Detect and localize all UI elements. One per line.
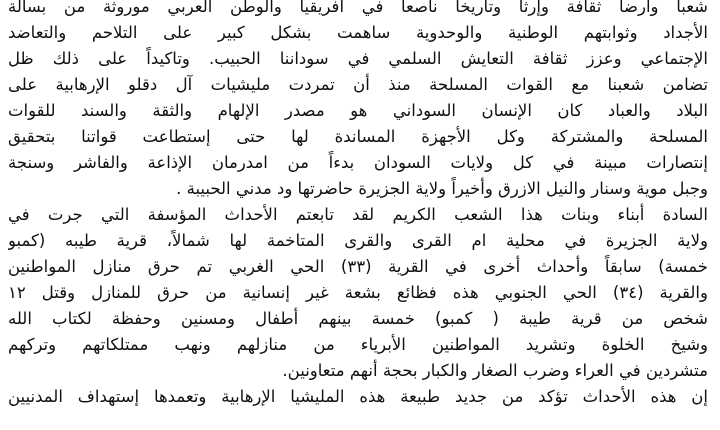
- text-line: الأجداد وثوابتهم الوطنية والوحدوية ساهمت بشكل كبير على التلاحم والتعاضد: [8, 23, 708, 42]
- text-line: خمسة) سابقاً وأحداث أخرى في القرية (٣٣) الحي الغربي تم حرق منازل المواطنين: [8, 257, 708, 276]
- text-line: المسلحة والمشتركة وكل الأجهزة المساندة لها حتى إستطاعت قواتنا بتحقيق: [8, 127, 708, 146]
- text-line: إنتصارات مبينة في كل ولايات السودان بدءاً من امدرمان الإذاعة والفاشر وسنجة: [8, 153, 708, 172]
- text-line: متشردين في العراء وضرب الصغار والكبار بحجة أنهم متعاونين.: [282, 361, 708, 380]
- text-line: الإجتماعي وعزز ثقافة التعايش السلمي في سوداننا الحبيب. وتاكيداً على ذلك ظل: [8, 49, 708, 68]
- text-line: السادة أبناء وبنات هذا الشعب الكريم لقد تابعتم الأحداث المؤسفة التي جرت في: [8, 205, 708, 224]
- text-line: البلاد والعباد كان الإنسان السوداني هو مصدر الإلهام والثقة والسند للقوات: [8, 101, 708, 120]
- text-line: والقرية (٣٤) الحي الجنوبي هذه فظائع بشعة غير إنسانية من حرق للمنازل وقتل ١٢: [8, 283, 708, 302]
- text-line: ولاية الجزيرة في محلية ام القرى والقرى المتاخمة لها شمالاً، قرية طيبه (كمبو: [8, 231, 708, 250]
- text-line: شخص من قرية طيبة ( كمبو) خمسة بينهم أطفال ومسنين وحفظة لكتاب الله: [8, 309, 708, 328]
- text-line: وشيخ الخلوة وتشريد المواطنين الأبرياء من منازلهم ونهب ممتلكاتهم وتركهم: [8, 335, 708, 354]
- text-line: شعبا وارضا ثقافة وإرثا وتاريخا ناصعا في افريقيا والوطن العربي موروثة من بسالة: [8, 0, 708, 16]
- text-line: وجبل موية وسنار والنيل الازرق وأخيراً ولاية الجزيرة حاضرتها ود مدني الحبيبة .: [176, 179, 708, 198]
- text-line: تضامن شعبنا مع القوات المسلحة منذ أن تمردت مليشيات آل دقلو الإرهابية على: [8, 75, 708, 94]
- text-line: إن هذه الأحداث تؤكد من جديد طبيعة هذه المليشيا الإرهابية وتعمدها إستهداف المدنيين: [8, 387, 708, 406]
